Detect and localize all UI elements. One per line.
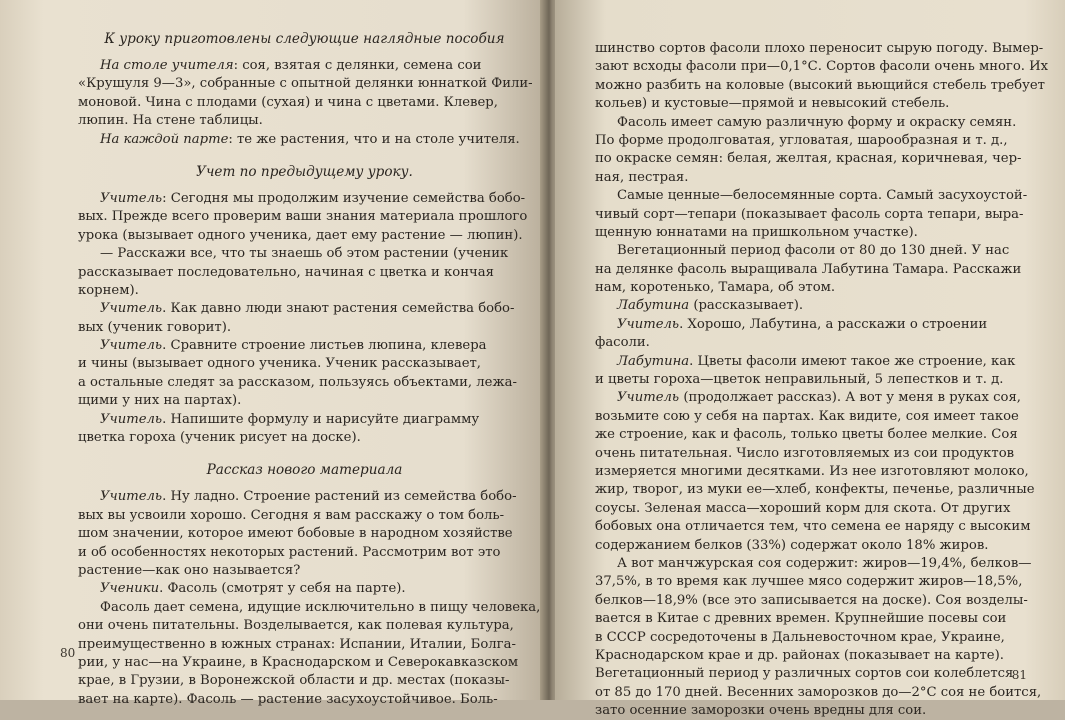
line-text: . Ну ладно. Строение растений из семейства бобо- — [162, 489, 517, 505]
left-block-review — [78, 190, 531, 447]
speaker-label: Лабутина — [617, 353, 690, 369]
text-line — [78, 227, 531, 245]
line-text: содержанием белков (33%) содержат около 18% жиров. — [595, 537, 989, 553]
line-text: вых вы усвоили хорошо. Сегодня я вам расскажу о том боль- — [78, 507, 505, 523]
line-text: на делянке фасоль выращивала Лабутина Тамара. Расскажи — [595, 261, 1022, 277]
line-text: . Цветы фасоли имеют такое же строение, как — [689, 353, 1016, 369]
line-text: вается в Китае с древних времен. Крупнейшие посевы сои — [595, 611, 1007, 627]
text-line — [78, 411, 531, 429]
line-text: зают всходы фасоли при—0,1°С. Сортов фасоли очень много. Их — [595, 59, 1049, 75]
text-line — [78, 282, 531, 300]
text-line — [595, 297, 1051, 315]
speaker-label: Учитель — [100, 190, 163, 206]
text-line — [595, 169, 1051, 187]
line-text: они очень питательны. Возделывается, как полевая культура, — [78, 618, 514, 634]
text-line — [595, 353, 1051, 371]
text-line — [595, 95, 1051, 113]
line-text: корнем). — [78, 282, 139, 298]
text-line — [78, 208, 531, 226]
line-text: и об особенностях некоторых растений. Рассмотрим вот это — [78, 544, 501, 560]
line-text: . Напишите формулу и нарисуйте диаграмму — [162, 411, 480, 427]
text-line — [78, 337, 531, 355]
line-text: измеряется многими десятками. Из нее изготовляют молоко, — [595, 463, 1029, 479]
text-line — [78, 319, 531, 337]
line-text: урока (вызывает одного ученика, дает ему растение — люпин). — [78, 227, 523, 243]
line-text: Фасоль дает семена, идущие исключительно в пищу человека, — [100, 599, 541, 615]
text-line — [595, 58, 1051, 76]
line-text: цветка гороха (ученик рисует на доске). — [78, 430, 361, 446]
text-line — [595, 426, 1051, 444]
line-text: А вот манчжурская соя содержит: жиров—19,4%, белков— — [617, 555, 1032, 571]
text-line — [595, 647, 1051, 665]
text-line — [78, 507, 531, 525]
line-text: растение—как оно называется? — [78, 562, 301, 578]
line-text: же строение, как и фасоль, только цветы более мелкие. Соя — [595, 427, 1018, 443]
line-text: : те же растения, что и на столе учителя. — [228, 131, 520, 147]
text-line — [595, 150, 1051, 168]
text-line — [595, 371, 1051, 389]
heading-review: Учет по предыдущему уроку. — [196, 163, 413, 180]
line-text: преимущественно в южных странах: Испании, Италии, Болга- — [78, 636, 516, 652]
text-line — [78, 525, 531, 543]
line-text: крае, в Грузии, в Воронежской области и др. местах (показы- — [78, 673, 510, 689]
line-text: зато осенние заморозки очень вредны для сои. — [595, 703, 927, 719]
line-text: а остальные следят за рассказом, пользуясь объектами, лежа- — [78, 374, 517, 390]
right-block-text — [595, 40, 1051, 720]
line-text: и цветы гороха—цветок неправильный, 5 лепестков и т. д. — [595, 372, 1004, 388]
text-line — [595, 40, 1051, 58]
line-text: в СССР сосредоточены в Дальневосточном крае, Украине, — [595, 629, 1005, 645]
text-line — [78, 355, 531, 373]
text-line — [595, 261, 1051, 279]
text-line — [595, 555, 1051, 573]
line-text: жир, творог, из муки ее—хлеб, конфекты, печенье, различные — [595, 482, 1035, 498]
text-line — [595, 684, 1051, 702]
page-number-left: 80 — [60, 646, 76, 660]
text-line — [595, 242, 1051, 260]
text-line — [78, 57, 531, 75]
line-text: (продолжает рассказ). А вот у меня в руках соя, — [679, 390, 1021, 406]
text-line — [78, 374, 531, 392]
heading-new-material: Рассказ нового материала — [206, 462, 403, 479]
line-text: По форме продолговатая, угловатая, шарообразная и т. д., — [595, 132, 1008, 148]
line-text: вых. Прежде всего проверим ваши знания материала прошлого — [78, 209, 528, 225]
line-text: : Сегодня мы продолжим изучение семейства бобо- — [162, 190, 526, 206]
line-text: по окраске семян: белая, желтая, красная, коричневая, чер- — [595, 151, 1022, 167]
text-line — [78, 599, 541, 617]
text-line — [595, 500, 1051, 518]
line-text: 37,5%, в то время как лучшее мясо содержит жиров—18,5%, — [595, 574, 1023, 590]
line-text: очень питательная. Число изготовляемых из сои продуктов — [595, 445, 1015, 461]
text-line — [595, 224, 1051, 242]
text-line — [595, 334, 1051, 352]
text-line — [78, 245, 531, 263]
line-text: : соя, взятая с делянки, семена сои — [233, 58, 482, 73]
text-line — [595, 665, 1051, 683]
line-text: моновой. Чина с плодами (сухая) и чина с цветами. Клевер, — [78, 94, 498, 110]
line-text: Вегетационный период фасоли от 80 до 130 дней. У нас — [617, 243, 1010, 259]
page-number-right: 81 — [1011, 668, 1027, 682]
line-text: Самые ценные—белосемянные сорта. Самый засухоустой- — [617, 188, 1028, 204]
line-text: . Как давно люди знают растения семейства бобо- — [162, 301, 515, 317]
text-line — [78, 580, 531, 598]
text-line — [595, 316, 1051, 334]
text-line — [78, 617, 531, 635]
line-text: ная, пестрая. — [595, 169, 689, 185]
text-line — [595, 132, 1051, 150]
line-text: фасоли. — [595, 335, 650, 351]
line-text: нам, коротенько, Тамара, об этом. — [595, 280, 836, 296]
text-line — [78, 429, 531, 447]
text-line — [78, 488, 531, 506]
text-line — [595, 537, 1051, 555]
line-text: . Хорошо, Лабутина, а расскажи о строении — [679, 316, 988, 332]
line-text: «Крушуля 9—3», собранные с опытной делянки юннаткой Фили- — [78, 76, 533, 92]
line-text: . Сравните строение листьев люпина, клевера — [162, 338, 487, 354]
line-text: люпин. На стене таблицы. — [78, 113, 263, 129]
text-line — [595, 629, 1051, 647]
line-text: можно разбить на коловые (высокий вьющийся стебель требует — [595, 77, 1045, 93]
text-line — [78, 300, 531, 318]
line-text: шинство сортов фасоли плохо переносит сырую погоду. Вымер- — [595, 41, 1044, 56]
line-text: соусы. Зеленая масса—хороший корм для скота. От других — [595, 500, 1011, 516]
text-line — [595, 573, 1051, 591]
text-line — [78, 131, 531, 149]
line-text: бобовых она отличается тем, что семена ее наряду с высоким — [595, 519, 1031, 535]
text-line — [595, 114, 1051, 132]
text-line — [78, 112, 531, 130]
text-line — [595, 279, 1051, 297]
text-line — [78, 392, 531, 410]
text-line — [78, 654, 531, 672]
text-line — [595, 518, 1051, 536]
text-line — [595, 187, 1051, 205]
text-line — [595, 463, 1051, 481]
line-text: возьмите сою у себя на партах. Как видите, соя имеет такое — [595, 408, 1019, 424]
text-line — [78, 264, 531, 282]
text-line — [78, 190, 531, 208]
line-text: Вегетационный период у различных сортов сои колеблется — [595, 666, 1014, 682]
text-line — [78, 672, 531, 690]
speaker-label: Учитель — [100, 411, 163, 427]
text-line — [595, 481, 1051, 499]
speaker-label: Лабутина — [617, 298, 690, 314]
text-line — [595, 610, 1051, 628]
line-text: щенную юннатами на пришкольном участке). — [595, 224, 918, 240]
text-line — [595, 702, 1051, 720]
line-text: белков—18,9% (все это записывается на доске). Соя возделы- — [595, 592, 1028, 608]
line-text: рии, у нас—на Украине, в Краснодарском и Северокавказском — [78, 654, 519, 670]
heading-visual-aids: К уроку приготовлены следующие наглядные пособия — [104, 31, 505, 47]
line-text: Краснодарском крае и др. районах (показывает на карте). — [595, 647, 1004, 663]
speaker-label: Учитель — [617, 390, 680, 406]
text-line — [595, 77, 1051, 95]
text-line — [78, 75, 531, 93]
text-line — [595, 206, 1051, 224]
line-text: щими у них на партах). — [78, 393, 242, 409]
left-block-aids — [78, 57, 531, 149]
speaker-label: Ученики — [100, 581, 160, 597]
text-line — [595, 408, 1051, 426]
speaker-label: На столе учителя — [100, 58, 234, 73]
left-block-new-material — [78, 488, 541, 709]
line-text: чивый сорт—тепари (показывает фасоль сорта тепари, выра- — [595, 206, 1024, 222]
text-line — [78, 544, 531, 562]
speaker-label: Учитель — [100, 338, 163, 354]
text-line — [78, 636, 531, 654]
text-line — [78, 691, 531, 709]
line-text: вает на карте). Фасоль — растение засухоустойчивое. Боль- — [78, 691, 498, 707]
right-page — [555, 0, 1065, 719]
line-text: и чины (вызывает одного ученика. Ученик рассказывает, — [78, 356, 481, 372]
line-text: от 85 до 170 дней. Весенних заморозков до—2°С соя не боится, — [595, 684, 1042, 700]
text-line — [595, 445, 1051, 463]
speaker-label: Учитель — [100, 489, 163, 505]
text-line — [78, 562, 531, 580]
speaker-label: На каждой парте — [100, 131, 229, 147]
line-text: вых (ученик говорит). — [78, 319, 232, 335]
line-text: Фасоль имеет самую различную форму и окраску семян. — [617, 114, 1017, 130]
text-line — [78, 94, 531, 112]
line-text: рассказывает последовательно, начиная с цветка и кончая — [78, 264, 494, 280]
speaker-label: Учитель — [100, 301, 163, 317]
line-text: . Фасоль (смотрят у себя на парте). — [159, 581, 406, 597]
line-text: шом значении, которое имеют бобовые в народном хозяйстве — [78, 526, 513, 542]
line-text: кольев) и кустовые—прямой и невысокий стебель. — [595, 96, 950, 112]
text-line — [595, 592, 1051, 610]
line-text: — Расскажи все, что ты знаешь об этом растении (ученик — [100, 246, 509, 262]
text-line — [595, 389, 1051, 407]
speaker-label: Учитель — [617, 316, 680, 332]
line-text: (рассказывает). — [689, 298, 804, 314]
